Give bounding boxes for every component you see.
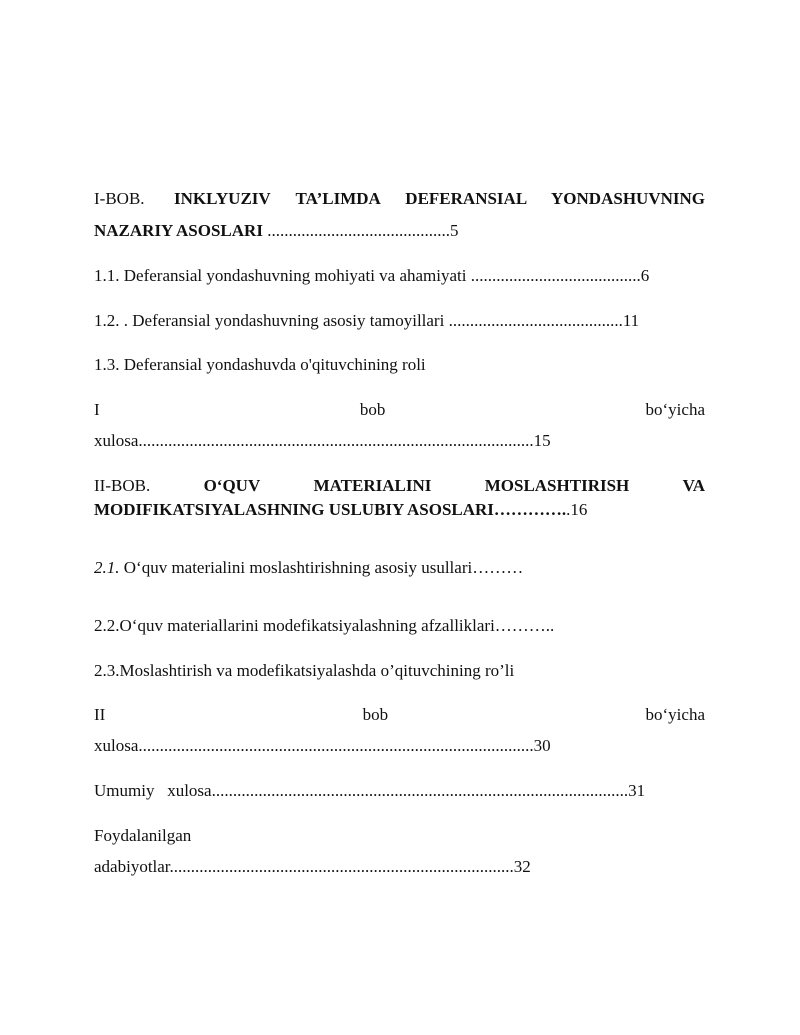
conclusion-1-word-2: bob — [359, 400, 386, 419]
conclusion-2-line-1 — [94, 705, 705, 725]
conclusion-2-word-1: II — [94, 705, 106, 724]
chapter-2-page: .16 — [566, 500, 588, 519]
toc-entry-2-2: 2.2.O‘quv materiallarini modefikatsiyalashning afzalliklari……….. — [94, 616, 555, 635]
chapter-1-heading-line-1 — [94, 189, 705, 209]
chapter-1-leader: ...........................................5 — [262, 221, 459, 240]
conclusion-2-word-2: bob — [362, 705, 389, 724]
toc-entry-2-1 — [94, 558, 705, 578]
chapter-1-heading-line-2 — [94, 221, 705, 241]
toc-entry-general-conclusion: Umumiy xulosa..................................................................................................31 — [94, 781, 646, 800]
conclusion-1-line-1 — [94, 400, 705, 420]
toc-entry-2-1-text: O‘quv materialini moslashtirishning asosiy usullari……… — [119, 558, 524, 577]
conclusion-2-word-3: bo‘yicha — [645, 705, 705, 724]
conclusion-2-line-2: xulosa.............................................................................................30 — [94, 736, 551, 755]
references-line-1: Foydalanilgan — [94, 826, 192, 845]
chapter-1-title-part-1 — [174, 189, 705, 209]
toc-entry-1-1: 1.1. Deferansial yondashuvning mohiyati va ahamiyati ........................................6 — [94, 266, 650, 285]
conclusion-1-line-2: xulosa.............................................................................................15 — [94, 431, 551, 450]
toc-entry-2-3: 2.3.Moslashtirish va modefikatsiyalashda o’qituvchining ro’li — [94, 661, 515, 680]
chapter-1-prefix: I-BOB. — [94, 189, 145, 208]
chapter-2-title-word-1: O‘QUV — [203, 476, 261, 495]
chapter-2-title-word-4: VA — [682, 476, 705, 495]
conclusion-1-word-1: I — [94, 400, 100, 419]
chapter-1-title-part-2: NAZARIY ASOSLARI — [94, 221, 263, 240]
chapter-2-title-word-2: MATERIALINI — [313, 476, 432, 495]
toc-entry-2-1-number: 2.1. — [94, 558, 120, 577]
chapter-2-prefix: II-BOB. — [94, 476, 151, 495]
chapter-2-heading-line-1 — [94, 476, 705, 496]
chapter-2-heading-line-2 — [94, 500, 705, 520]
toc-entry-1-3: 1.3. Deferansial yondashuvda o'qituvchining roli — [94, 355, 426, 374]
conclusion-1-word-3: bo‘yicha — [645, 400, 705, 419]
chapter-2-title-line-2: MODIFIKATSIYALASHNING USLUBIY ASOSLARI…………. — [94, 500, 567, 519]
toc-entry-1-2: 1.2. . Deferansial yondashuvning asosiy tamoyillari .........................................11 — [94, 311, 640, 330]
references-line-2: adabiyotlar.................................................................................32 — [94, 857, 531, 876]
chapter-1-title-text: INKLYUZIV TA’LIMDA DEFERANSIAL YONDASHUVNING — [174, 189, 705, 208]
chapter-2-title-word-3: MOSLASHTIRISH — [484, 476, 630, 495]
